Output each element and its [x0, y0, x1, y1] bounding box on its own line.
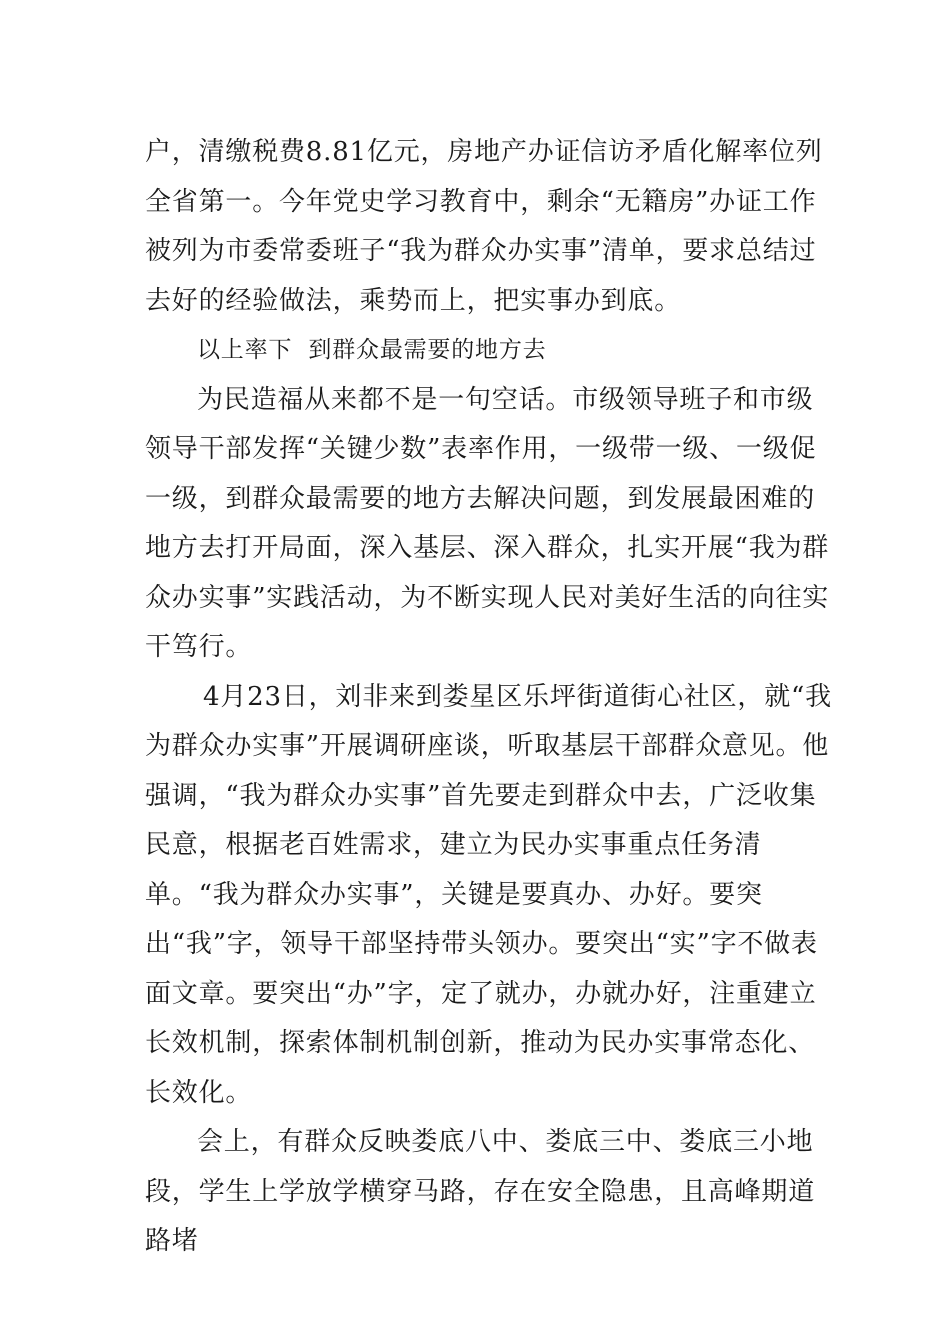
paragraph-meeting: 会上，有群众反映娄底八中、娄底三中、娄底三小地段，学生上学放学横穿马路，存在安全隐患，且高峰期道路堵	[145, 1127, 816, 1256]
paragraph-intro: 为民造福从来都不是一句空话。市级领导班子和市级领导干部发挥“关键少数”表率作用，一级带一级、一级促一级，到群众最需要的地方去解决问题，到发展最困难的地方去打开局面，深入基层、深入群众，扎实开展“我为群众办实事”实践活动，为不断实现人民对美好生活的向往实干笃行。	[145, 384, 830, 662]
document-body	[145, 128, 835, 1267]
paragraph-continuation: 户，清缴税费8.81亿元，房地产办证信访矛盾化解率位列全省第一。今年党史学习教育中，剩余“无籍房”办证工作被列为市委常委班子“我为群众办实事”清单，要求总结过去好的经验做法，乘势而上，把实事办到底。	[145, 137, 823, 316]
section-heading: 以上率下 到群众最需要的地方去	[197, 337, 547, 363]
paragraph-event: 4月23日，刘非来到娄星区乐坪街道街心社区，就“我为群众办实事”开展调研座谈，听取基层干部群众意见。他强调，“我为群众办实事”首先要走到群众中去，广泛收集民意，根据老百姓需求，建立为民办实事重点任务清单。“我为群众办实事”，关键是要真办、办好。要突出“我”字，领导干部坚持带头领办。要突出“实”字不做表面文章。要突出“办”字，定了就办，办就办好，注重建立长效机制，探索体制机制创新，推动为民办实事常态化、长效化。	[145, 681, 832, 1108]
